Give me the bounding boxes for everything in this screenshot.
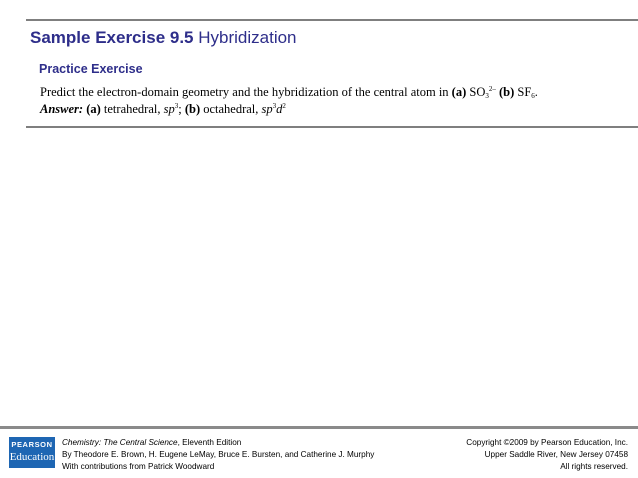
footer-edition: , Eleventh Edition bbox=[177, 438, 242, 447]
answer-part-a-text: tetrahedral, bbox=[100, 102, 164, 116]
footer-contributions: With contributions from Patrick Woodward bbox=[62, 462, 215, 471]
footer-book-title: Chemistry: The Central Science bbox=[62, 438, 178, 447]
answer-part-b-label: (b) bbox=[184, 102, 201, 116]
sf6-formula: SF bbox=[514, 85, 532, 99]
footer-copyright: Copyright ©2009 by Pearson Education, Inc. bbox=[466, 438, 628, 447]
question-text bbox=[40, 85, 538, 100]
title-exercise-number: Sample Exercise 9.5 bbox=[30, 28, 194, 47]
so3-formula: SO bbox=[466, 85, 486, 99]
footer-rights: All rights reserved. bbox=[560, 462, 628, 471]
answer-label: Answer: bbox=[40, 102, 84, 116]
footer-authors: By Theodore E. Brown, H. Eugene LeMay, Bruce E. Bursten, and Catherine J. Murphy bbox=[62, 450, 375, 459]
logo-bottom-text: Education bbox=[9, 451, 55, 463]
title-topic: Hybridization bbox=[193, 28, 297, 47]
footer-book-info bbox=[62, 437, 374, 473]
top-divider bbox=[26, 19, 638, 21]
answer-part-b-sp-sup: 3 bbox=[272, 102, 277, 110]
answer-part-b-text: octahedral, bbox=[200, 102, 262, 116]
footer-divider bbox=[0, 426, 638, 429]
answer-text bbox=[40, 102, 286, 117]
footer-book-line bbox=[62, 437, 374, 449]
answer-part-a-label: (a) bbox=[83, 102, 101, 116]
answer-part-b-d-sup: 2 bbox=[282, 102, 286, 110]
footer-address: Upper Saddle River, New Jersey 07458 bbox=[484, 450, 628, 459]
so3-charge: 2– bbox=[488, 85, 496, 93]
pearson-logo bbox=[9, 437, 55, 468]
answer-part-b-hybrid-d: d bbox=[276, 102, 283, 116]
answer-part-a-hybrid: sp bbox=[163, 102, 175, 116]
slide-title bbox=[30, 28, 297, 48]
question-prompt: Predict the electron-domain geometry and the hybridization of the central atom in bbox=[40, 85, 452, 99]
answer-part-a-sup: 3 bbox=[174, 102, 179, 110]
answer-part-b-hybrid-sp: sp bbox=[261, 102, 273, 116]
content-divider bbox=[26, 126, 638, 128]
question-end: . bbox=[534, 85, 538, 99]
footer-copyright-block bbox=[466, 437, 628, 473]
question-part-b-label: (b) bbox=[495, 85, 515, 99]
section-heading: Practice Exercise bbox=[39, 62, 143, 76]
logo-top-text: PEARSON bbox=[11, 440, 53, 449]
answer-separator: ; bbox=[178, 102, 185, 116]
sf6-subscript: 6 bbox=[531, 92, 535, 100]
question-part-a-label: (a) bbox=[451, 85, 467, 99]
so3-subscript: 3 bbox=[485, 92, 489, 100]
